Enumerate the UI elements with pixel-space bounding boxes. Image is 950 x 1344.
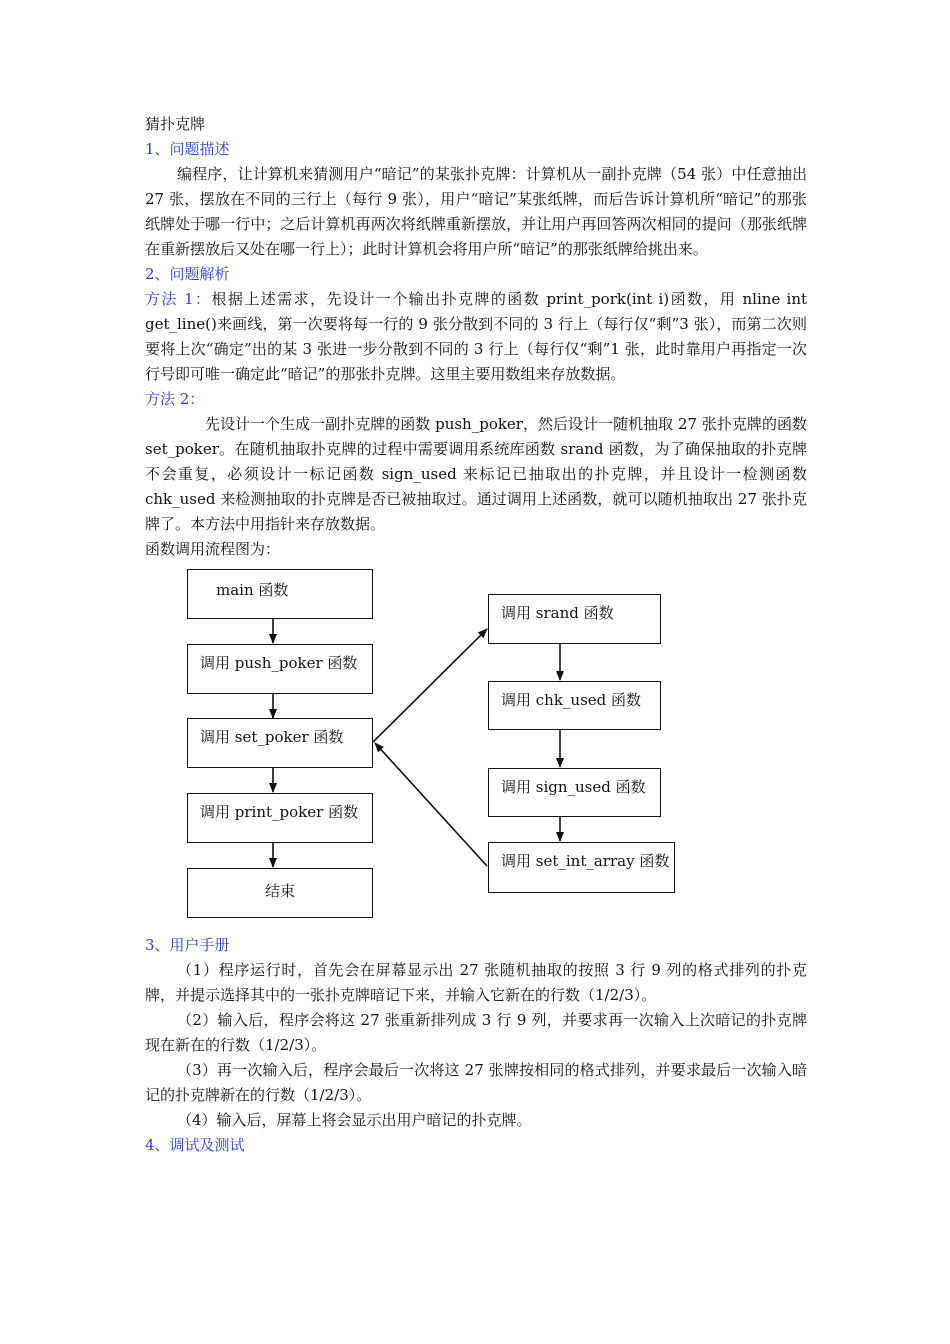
manual-item-4: （4）输入后，屏幕上将会显示出用户暗记的扑克牌。	[177, 1111, 532, 1129]
method1-label: 方法 1：	[145, 290, 212, 308]
flow-box-set-int-array: 调用 set_int_array 函数	[488, 842, 675, 893]
flow-box-main: main 函数	[187, 569, 373, 619]
method2-paragraph: 先设计一个生成一副扑克牌的函数 push_poker，然后设计一随机抽取 27 张扑克牌的函数 set_poker。在随机抽取扑克牌的过程中需要调用系统库函数 srand 函数，为了确保抽取的扑克牌不会重复，必须设计一标记函数 sign_used 来标记已抽取出的扑克牌，并且设计一检测函数 chk_used 来检测抽取的扑克牌是否已被抽取过。通过调用上述函数，就可以随机抽取出 27 张扑克牌了。本方法中用指针来存放数据。	[145, 415, 807, 533]
section-heading-problem-analysis: 2、问题解析	[145, 265, 230, 283]
flow-box-print-poker: 调用 print_poker 函数	[187, 793, 373, 843]
method1-paragraph	[145, 287, 807, 387]
manual-item-2: （2）输入后，程序会将这 27 张重新排列成 3 行 9 列，并要求再一次输入上次暗记的扑克牌现在新在的行数（1/2/3）。	[145, 1011, 807, 1054]
section-heading-debug-test: 4、调试及测试	[145, 1136, 245, 1154]
manual-item-3: （3）再一次输入后，程序会最后一次将这 27 张牌按相同的格式排列，并要求最后一次输入暗记的扑克牌新在的行数（1/2/3）。	[145, 1061, 807, 1104]
flow-box-push-poker: 调用 push_poker 函数	[187, 644, 373, 694]
flow-box-chk-used: 调用 chk_used 函数	[488, 681, 661, 730]
flow-box-sign-used: 调用 sign_used 函数	[488, 768, 661, 817]
flow-box-set-poker: 调用 set_poker 函数	[187, 718, 373, 768]
manual-item-1: （1）程序运行时，首先会在屏幕显示出 27 张随机抽取的按照 3 行 9 列的格式排列的扑克牌，并提示选择其中的一张扑克牌暗记下来，并输入它新在的行数（1/2/3）。	[145, 961, 807, 1004]
flow-box-end: 结束	[187, 868, 373, 918]
flowchart-caption: 函数调用流程图为：	[145, 540, 281, 558]
arrow-setint-to-set	[375, 743, 487, 866]
method1-text: 根据上述需求，先设计一个输出扑克牌的函数 print_pork(int i)函数，用 nline int get_line()来画线，第一次要将每一行的 9 张分散到不同的 3 行上（每行仅“剩”3 张），而第二次则要将上次“确定”出的某 3 张进一步分散到不同的 3 行上（每行仅“剩”1 张，此时靠用户再指定一次行号即可唯一确定此“暗记”的那张扑克牌。这里主要用数组来存放数据。	[145, 290, 808, 383]
section-heading-user-manual: 3、用户手册	[145, 936, 230, 954]
method2-label: 方法 2：	[145, 390, 205, 408]
flow-box-srand: 调用 srand 函数	[488, 594, 661, 644]
problem-description-paragraph: 编程序，让计算机来猜测用户“暗记”的某张扑克牌：计算机从一副扑克牌（54 张）中任意抽出 27 张，摆放在不同的三行上（每行 9 张），用户“暗记”某张纸牌，而后告诉计算机所“暗记”的那张纸牌处于哪一行中；之后计算机再两次将纸牌重新摆放，并让用户再回答两次相同的提问（那张纸牌在重新摆放后又处在哪一行上）；此时计算机会将用户所“暗记”的那张纸牌给挑出来。	[145, 165, 807, 258]
doc-title: 猜扑克牌	[145, 115, 206, 133]
arrow-set-to-srand	[373, 629, 487, 742]
function-call-flowchart	[145, 568, 807, 930]
document-page	[145, 112, 807, 1158]
section-heading-problem-description: 1、问题描述	[145, 140, 230, 158]
